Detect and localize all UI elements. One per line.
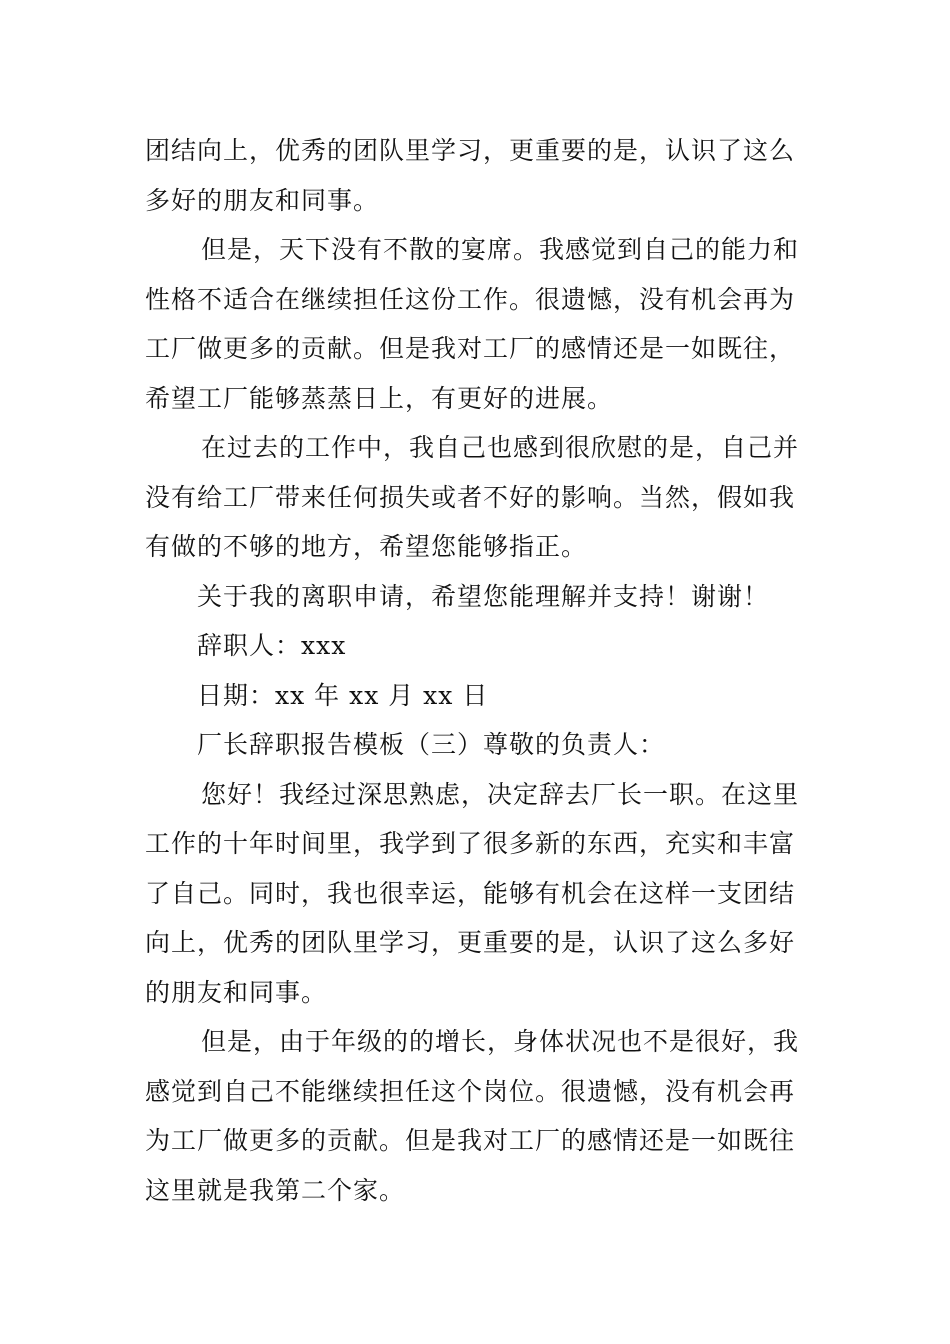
text-line: 您好！我经过深思熟虑，决定辞去厂长一职。在这里 bbox=[201, 779, 800, 809]
text-line: 有做的不够的地方，希望您能够指正。 bbox=[145, 532, 588, 561]
text-line: 为工厂做更多的贡献。但是我对工厂的感情还是一如既往 bbox=[145, 1126, 796, 1155]
text-line: 向上，优秀的团队里学习，更重要的是，认识了这么多好 bbox=[145, 928, 796, 957]
text-line: 性格不适合在继续担任这份工作。很遗憾，没有机会再为 bbox=[145, 284, 796, 314]
text-line: 关于我的离职申请，希望您能理解并支持！谢谢！ bbox=[197, 581, 770, 611]
text-line: 了自己。同时，我也很幸运，能够有机会在这样一支团结 bbox=[145, 878, 796, 908]
text-line: 但是，天下没有不散的宴席。我感觉到自己的能力和 bbox=[201, 235, 800, 264]
text-line: 的朋友和同事。 bbox=[145, 977, 328, 1007]
text-line: 在过去的工作中，我自己也感到很欣慰的是，自己并 bbox=[201, 433, 800, 462]
text-line: 这里就是我第二个家。 bbox=[145, 1175, 406, 1205]
section-heading: 厂长辞职报告模板（三）尊敬的负责人： bbox=[197, 730, 666, 759]
text-line: 没有给工厂带来任何损失或者不好的影响。当然，假如我 bbox=[145, 482, 796, 512]
date-line: 日期：xx 年 xx 月 xx 日 bbox=[197, 680, 489, 710]
signature-line: 辞职人：xxx bbox=[197, 631, 347, 660]
text-line: 多好的朋友和同事。 bbox=[145, 185, 380, 215]
text-line: 感觉到自己不能继续担任这个岗位。很遗憾，没有机会再 bbox=[145, 1076, 796, 1106]
text-line: 工作的十年时间里，我学到了很多新的东西，充实和丰富 bbox=[145, 829, 796, 858]
text-line: 但是，由于年级的的增长，身体状况也不是很好，我 bbox=[201, 1027, 800, 1056]
text-line: 希望工厂能够蒸蒸日上，有更好的进展。 bbox=[145, 383, 614, 413]
text-line: 团结向上，优秀的团队里学习，更重要的是，认识了这么 bbox=[145, 136, 796, 165]
document-body bbox=[145, 126, 810, 1215]
text-line: 工厂做更多的贡献。但是我对工厂的感情还是一如既往， bbox=[145, 334, 796, 363]
